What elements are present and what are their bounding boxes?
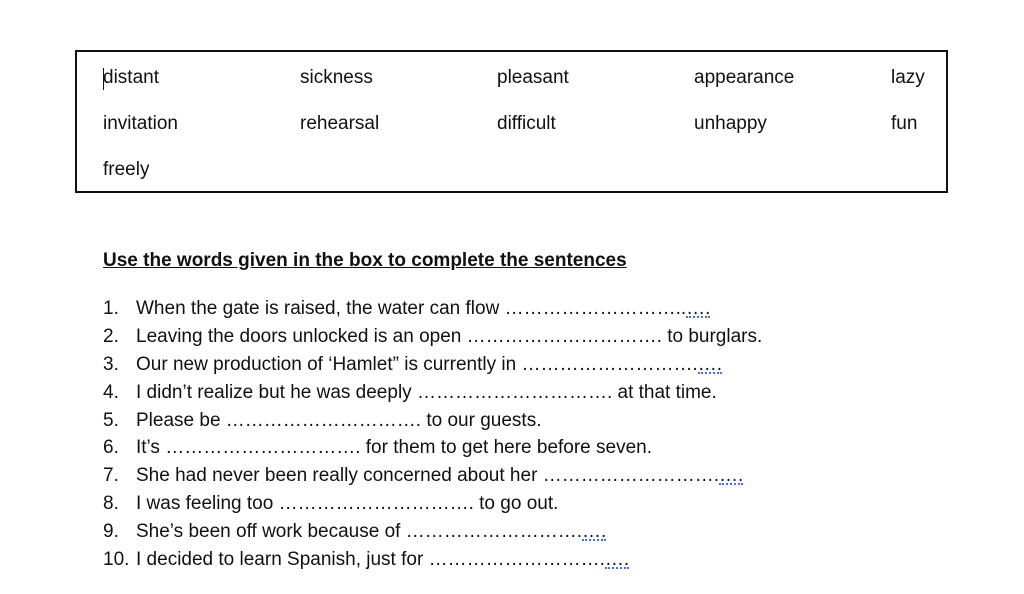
word-invitation: invitation bbox=[103, 113, 178, 134]
sentence-item bbox=[103, 462, 762, 490]
sentence-text-after: at that time. bbox=[612, 381, 717, 403]
blank-dots: …………………………. bbox=[225, 409, 422, 431]
sentence-text: Our new production of ‘Hamlet” is currently in bbox=[136, 353, 522, 375]
word-difficult: difficult bbox=[497, 113, 556, 134]
blank-dots: …………………………. bbox=[466, 325, 662, 347]
word-sickness: sickness bbox=[300, 67, 373, 88]
spellcheck-squiggle: …. bbox=[686, 298, 711, 319]
sentence-item bbox=[103, 490, 762, 518]
sentence-text-after: to go out. bbox=[473, 493, 559, 515]
sentence-item bbox=[103, 518, 762, 546]
blank-dots: ………………………. bbox=[405, 521, 582, 543]
blank-dots: ………………………. bbox=[428, 549, 605, 571]
sentence-number: 6. bbox=[103, 437, 119, 459]
sentence-text: When the gate is raised, the water can flow bbox=[136, 298, 505, 319]
blank-dots: ………………………. bbox=[521, 353, 698, 375]
sentence-text: Please be bbox=[136, 409, 226, 431]
sentence-number: 4. bbox=[103, 381, 119, 403]
word-box bbox=[75, 50, 948, 193]
sentence-item bbox=[103, 295, 762, 323]
sentence-number: 10. bbox=[103, 549, 130, 571]
word-appearance: appearance bbox=[694, 67, 795, 88]
sentence-number: 2. bbox=[103, 325, 119, 347]
sentence-text: It’s bbox=[136, 437, 166, 459]
sentence-text: I didn’t realize but he was deeply bbox=[136, 381, 417, 403]
spellcheck-squiggle: …. bbox=[697, 353, 722, 375]
spellcheck-squiggle: …. bbox=[604, 549, 630, 571]
sentence-number: 7. bbox=[103, 465, 119, 487]
word-distant: distant bbox=[103, 67, 159, 88]
sentence-text: I was feeling too bbox=[136, 493, 279, 515]
blank-dots: …………………………. bbox=[278, 493, 474, 515]
sentence-text: She had never been really concerned about her bbox=[136, 465, 543, 487]
blank-dots: ………………………. bbox=[542, 465, 719, 487]
instruction-heading: Use the words given in the box to complete the sentences bbox=[103, 250, 627, 271]
sentence-number: 9. bbox=[103, 521, 119, 543]
sentence-text-after: to our guests. bbox=[421, 409, 542, 431]
sentence-item bbox=[103, 434, 762, 462]
sentence-text-after: to burglars. bbox=[661, 325, 763, 347]
spellcheck-squiggle: …. bbox=[581, 521, 607, 543]
word-pleasant: pleasant bbox=[497, 67, 569, 88]
sentence-list bbox=[103, 295, 762, 574]
sentence-text: She’s been off work because of bbox=[136, 521, 406, 543]
sentence-number: 5. bbox=[103, 409, 119, 431]
blank-dots: …………………………. bbox=[165, 437, 361, 459]
sentence-number: 3. bbox=[103, 353, 119, 375]
blank-dots: ……………………….. bbox=[504, 298, 687, 319]
sentence-item bbox=[103, 546, 762, 574]
sentence-text: Leaving the doors unlocked is an open bbox=[136, 325, 467, 347]
sentence-item bbox=[103, 323, 762, 351]
sentence-number: 1. bbox=[103, 298, 119, 319]
spellcheck-squiggle: …. bbox=[718, 465, 744, 487]
sentence-item bbox=[103, 379, 762, 407]
sentence-number: 8. bbox=[103, 493, 119, 515]
word-freely: freely bbox=[103, 159, 150, 180]
sentence-text: I decided to learn Spanish, just for bbox=[136, 549, 429, 571]
sentence-text-after: for them to get here before seven. bbox=[360, 437, 653, 459]
word-unhappy: unhappy bbox=[694, 113, 767, 134]
word-fun: fun bbox=[891, 113, 918, 134]
sentence-item bbox=[103, 351, 762, 379]
word-rehearsal: rehearsal bbox=[300, 113, 380, 134]
sentence-item bbox=[103, 407, 762, 435]
blank-dots: …………………………. bbox=[416, 381, 613, 403]
word-lazy: lazy bbox=[891, 67, 925, 88]
